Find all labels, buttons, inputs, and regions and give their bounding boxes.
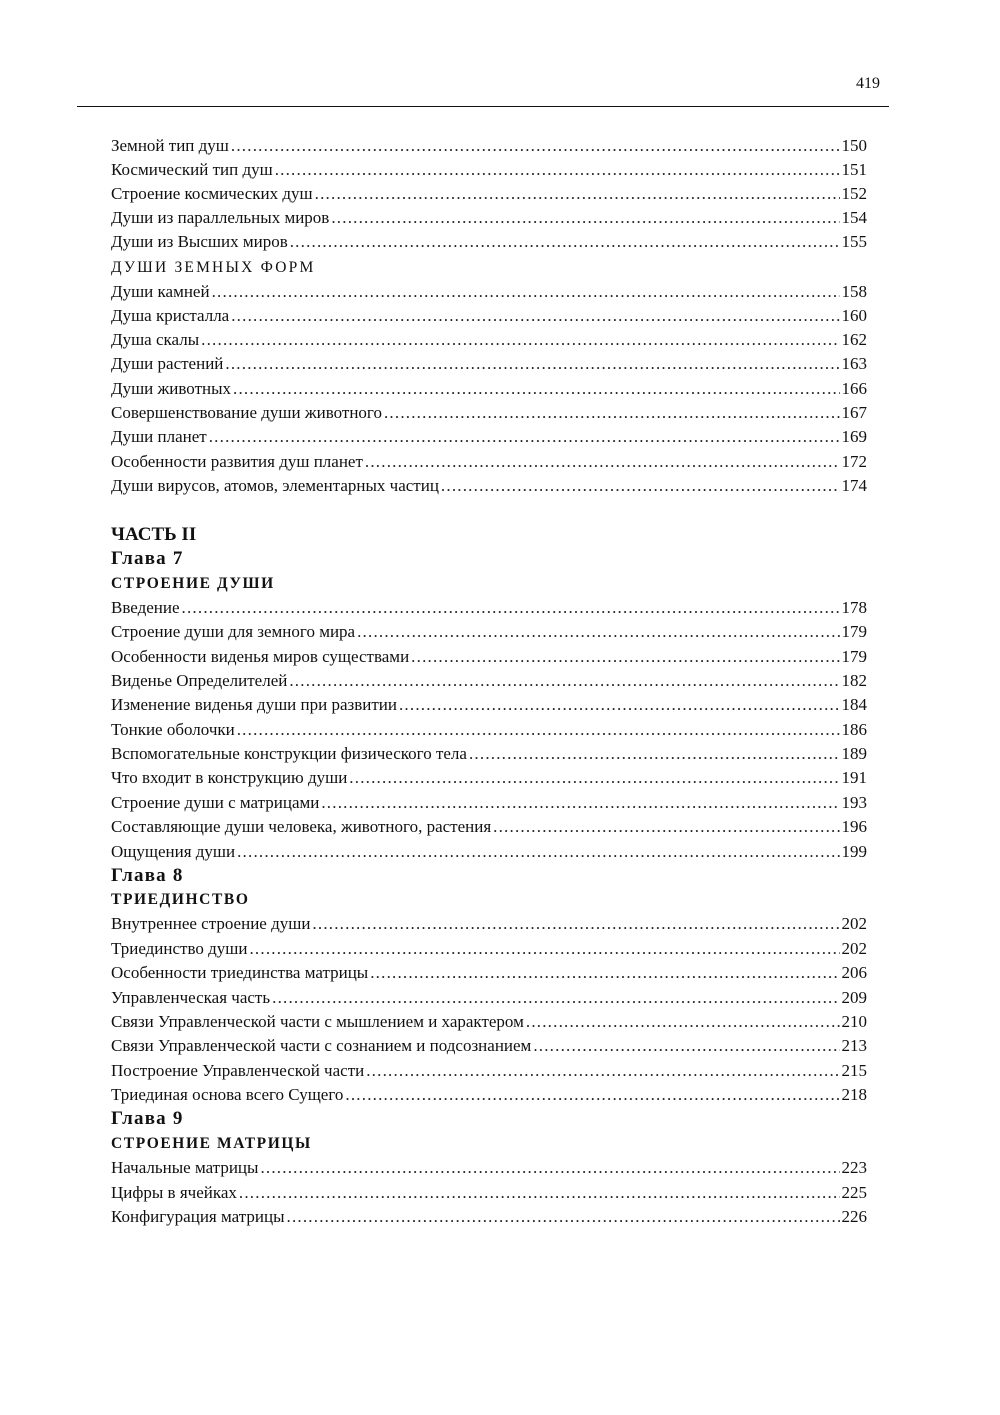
- section-heading: СТРОЕНИЕ ДУШИ: [111, 575, 275, 592]
- dot-leader: [233, 377, 839, 401]
- dot-leader: [237, 718, 840, 742]
- toc-entry-page: 189: [841, 744, 867, 763]
- dot-leader: [365, 450, 840, 474]
- section-heading: СТРОЕНИЕ МАТРИЦЫ: [111, 1135, 312, 1152]
- toc-entry-page: 186: [841, 720, 867, 739]
- dot-leader: [469, 742, 840, 766]
- toc-entry-page: 209: [841, 988, 867, 1007]
- toc-entry-title: Управленческая часть: [111, 988, 271, 1007]
- toc-entry[interactable]: [111, 937, 867, 961]
- toc-entry-page: 162: [841, 330, 867, 349]
- toc-entry-title: Составляющие души человека, животного, растения: [111, 817, 492, 836]
- section-heading: ТРИЕДИНСТВО: [111, 891, 250, 908]
- toc-entry[interactable]: [111, 158, 867, 182]
- header-rule: [77, 106, 889, 107]
- toc-entry[interactable]: [111, 718, 867, 742]
- toc-entry[interactable]: [111, 474, 867, 498]
- toc-entry-title: Начальные матрицы: [111, 1158, 259, 1177]
- toc-entry-page: 196: [841, 817, 867, 836]
- dot-leader: [441, 474, 840, 498]
- toc-entry-page: 193: [841, 793, 867, 812]
- toc-entry-title: Особенности виденья миров существами: [111, 647, 410, 666]
- toc-entry[interactable]: [111, 401, 867, 425]
- dot-leader: [239, 1181, 840, 1205]
- dot-leader: [533, 1034, 839, 1058]
- toc-entry-page: 155: [841, 232, 867, 251]
- toc-entry[interactable]: [111, 620, 867, 644]
- toc-entry-page: 225: [841, 1183, 867, 1202]
- toc-entry[interactable]: [111, 1205, 867, 1229]
- toc-entry-title: Построение Управленческой части: [111, 1061, 365, 1080]
- toc-entry[interactable]: [111, 206, 867, 230]
- dot-leader: [231, 134, 840, 158]
- toc-entry-page: 199: [841, 842, 867, 861]
- toc-entry[interactable]: [111, 450, 867, 474]
- toc-entry-page: 152: [841, 184, 867, 203]
- dot-leader: [345, 1083, 839, 1107]
- toc-entry-title: Триединая основа всего Сущего: [111, 1085, 344, 1104]
- chapter-title: Глава 7: [111, 548, 184, 569]
- dot-leader: [315, 182, 840, 206]
- toc-entry-page: 202: [841, 914, 867, 933]
- dot-leader: [384, 401, 840, 425]
- toc-entry-title: Ощущения души: [111, 842, 236, 861]
- toc-entry-page: 151: [841, 160, 867, 179]
- dot-leader: [237, 840, 839, 864]
- toc-entry-title: Строение души для земного мира: [111, 622, 356, 641]
- dot-leader: [526, 1010, 840, 1034]
- toc-entry-page: 218: [841, 1085, 867, 1104]
- toc-entry-page: 191: [841, 768, 867, 787]
- toc-entry-page: 163: [841, 354, 867, 373]
- toc-entry[interactable]: [111, 352, 867, 376]
- toc-entry[interactable]: [111, 230, 867, 254]
- dot-leader: [321, 791, 839, 815]
- toc-entry-title: Души животных: [111, 379, 232, 398]
- toc-entry-page: 213: [841, 1036, 867, 1055]
- toc-entry-title: Изменение виденья души при развитии: [111, 695, 397, 714]
- toc-entry[interactable]: [111, 328, 867, 352]
- dot-leader: [287, 1205, 840, 1229]
- toc-entry[interactable]: [111, 766, 867, 790]
- toc-entry[interactable]: [111, 669, 867, 693]
- toc-entry[interactable]: [111, 1083, 867, 1107]
- dot-leader: [331, 206, 839, 230]
- dot-leader: [201, 328, 839, 352]
- dot-leader: [370, 961, 839, 985]
- toc-entry-page: 206: [841, 963, 867, 982]
- toc-entry-page: 167: [841, 403, 867, 422]
- toc-entry-page: 182: [841, 671, 867, 690]
- toc-entry-title: Введение: [111, 598, 180, 617]
- toc-entry-page: 174: [841, 476, 867, 495]
- toc-entry[interactable]: [111, 986, 867, 1010]
- toc-entry[interactable]: [111, 1059, 867, 1083]
- dot-leader: [209, 425, 840, 449]
- dot-leader: [249, 937, 839, 961]
- toc-entry-title: Земной тип душ: [111, 136, 229, 155]
- toc-entry-title: Строение души с матрицами: [111, 793, 320, 812]
- toc-entry-page: 172: [841, 452, 867, 471]
- toc-entry-title: Строение космических душ: [111, 184, 313, 203]
- toc-entry-title: Триединство души: [111, 939, 248, 958]
- toc-entry-page: 160: [841, 306, 867, 325]
- dot-leader: [272, 986, 839, 1010]
- toc-entry-title: Души из параллельных миров: [111, 208, 330, 227]
- dot-leader: [349, 766, 839, 790]
- toc-entry-page: 179: [841, 622, 867, 641]
- toc-entry-page: 184: [841, 695, 867, 714]
- toc-entry-title: Души из Высших миров: [111, 232, 288, 251]
- toc-entry[interactable]: [111, 1181, 867, 1205]
- page-number: 419: [856, 75, 880, 92]
- chapter-title: Глава 8: [111, 865, 184, 886]
- toc-entry-title: Цифры в ячейках: [111, 1183, 237, 1202]
- toc-entry-page: 223: [841, 1158, 867, 1177]
- toc-entry-page: 166: [841, 379, 867, 398]
- toc-entry[interactable]: [111, 1010, 867, 1034]
- toc-entry[interactable]: [111, 1034, 867, 1058]
- toc-entry[interactable]: [111, 645, 867, 669]
- toc-entry-title: Души планет: [111, 427, 207, 446]
- toc-entry[interactable]: [111, 304, 867, 328]
- toc-entry[interactable]: [111, 280, 867, 304]
- toc-entry-title: Вспомогательные конструкции физического тела: [111, 744, 467, 763]
- dot-leader: [182, 596, 840, 620]
- dot-leader: [493, 815, 839, 839]
- dot-leader: [357, 620, 839, 644]
- toc-entry-title: Особенности развития душ планет: [111, 452, 363, 471]
- dot-leader: [231, 304, 839, 328]
- toc-entry-title: Космический тип душ: [111, 160, 273, 179]
- toc-entry-page: 215: [841, 1061, 867, 1080]
- toc-entry[interactable]: [111, 961, 867, 985]
- toc-entry-page: 179: [841, 647, 867, 666]
- dot-leader: [212, 280, 840, 304]
- dot-leader: [275, 158, 840, 182]
- toc-entry[interactable]: [111, 182, 867, 206]
- toc-entry[interactable]: [111, 1156, 867, 1180]
- toc-entry-page: 210: [841, 1012, 867, 1031]
- dot-leader: [289, 669, 839, 693]
- toc-entry-title: Совершенствование души животного: [111, 403, 382, 422]
- toc-entry[interactable]: [111, 377, 867, 401]
- dot-leader: [312, 912, 839, 936]
- toc-entry-title: Связи Управленческой части с сознанием и подсознанием: [111, 1036, 532, 1055]
- toc-entry[interactable]: [111, 840, 867, 864]
- toc-entry-title: Душа кристалла: [111, 306, 230, 325]
- toc-entry[interactable]: [111, 912, 867, 936]
- toc-entry[interactable]: [111, 742, 867, 766]
- chapter-title: Глава 9: [111, 1108, 184, 1129]
- toc-entry[interactable]: [111, 425, 867, 449]
- toc-entry-title: Душа скалы: [111, 330, 200, 349]
- toc-entry-page: 154: [841, 208, 867, 227]
- toc-entry-page: 150: [841, 136, 867, 155]
- dot-leader: [366, 1059, 839, 1083]
- toc-entry-title: Особенности триединства матрицы: [111, 963, 369, 982]
- toc-entry-page: 202: [841, 939, 867, 958]
- dot-leader: [411, 645, 839, 669]
- toc-entry-title: Души растений: [111, 354, 224, 373]
- dot-leader: [290, 230, 840, 254]
- dot-leader: [399, 693, 840, 717]
- section-heading: ДУШИ ЗЕМНЫХ ФОРМ: [111, 259, 316, 276]
- dot-leader: [225, 352, 839, 376]
- toc-entry[interactable]: [111, 134, 867, 158]
- toc-entry[interactable]: [111, 791, 867, 815]
- toc-entry-page: 226: [841, 1207, 867, 1226]
- toc-entry-title: Что входит в конструкцию души: [111, 768, 348, 787]
- toc-entry[interactable]: [111, 693, 867, 717]
- toc-entry-title: Виденье Определителей: [111, 671, 288, 690]
- part-title: ЧАСТЬ II: [111, 524, 197, 545]
- toc-entry-title: Конфигурация матрицы: [111, 1207, 285, 1226]
- toc-entry-title: Связи Управленческой части с мышлением и характером: [111, 1012, 524, 1031]
- toc-entry-title: Внутреннее строение души: [111, 914, 311, 933]
- toc-entry-page: 178: [841, 598, 867, 617]
- toc-entry-title: Души вирусов, атомов, элементарных частиц: [111, 476, 439, 495]
- toc-entry-page: 158: [841, 282, 867, 301]
- dot-leader: [260, 1156, 839, 1180]
- toc-entry-title: Души камней: [111, 282, 210, 301]
- toc-entry[interactable]: [111, 596, 867, 620]
- toc-entry-page: 169: [841, 427, 867, 446]
- toc-entry[interactable]: [111, 815, 867, 839]
- toc-entry-title: Тонкие оболочки: [111, 720, 235, 739]
